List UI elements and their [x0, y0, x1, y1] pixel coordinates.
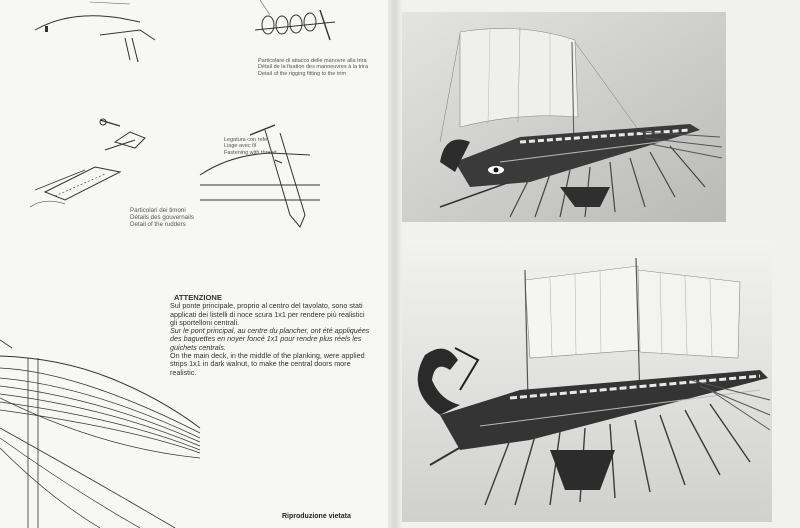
rigging-caption: [258, 58, 368, 77]
attention-italian: Sul ponte principale, proprio al centro del tavolato, sono stati applicati dei listelli di noce scura 1x1 per rendere più realistici gli sportelloni centrali.: [170, 301, 365, 327]
rigging-caption-fr: Détail de la fixation des manoeuvres à la trira: [258, 64, 369, 71]
rigging-caption-it: Particolare di attacco delle manovre alla trira: [258, 58, 367, 64]
ship-model-top-image: [400, 12, 726, 222]
rigging-caption-en: Detail of the rigging fitting to the trim: [258, 70, 347, 77]
hull-lines-drawing: [0, 338, 240, 528]
fitting-sketch: [30, 0, 190, 70]
ship-photo-top: [400, 12, 726, 222]
lashing-caption-it: Legatura con refe: [224, 137, 268, 143]
rigging-blocks-sketch: [240, 0, 350, 55]
attention-french: Sur le pont principal, au centre du plancher, ont été appliquées des baguettes en noyer foncé 1x1 pour rendre plus réels les guichets centrals.: [170, 326, 370, 352]
right-page: [392, 0, 800, 528]
lashing-caption: [224, 137, 277, 156]
attention-english: On the main deck, in the middle of the planking, were applied strips 1x1 in dark walnut, to make the central doors more realistic.: [170, 351, 365, 377]
rudder-sketch-left: [25, 112, 175, 222]
rudders-caption-fr: Détails des gouvernails: [130, 214, 194, 222]
rudders-caption-it: Particolari dei timoni: [130, 207, 186, 214]
footer-copyright: Riproduzione vietata: [282, 513, 351, 520]
attention-title: ATTENZIONE: [174, 293, 222, 302]
ship-photo-bottom: [400, 240, 772, 522]
lashing-caption-fr: Liage avec fil: [224, 143, 257, 150]
rudder-sketch-right: [190, 115, 340, 235]
lashing-caption-en: Fastening with thread: [224, 149, 277, 156]
ship-model-bottom-image: [400, 240, 772, 522]
rudders-caption: [130, 207, 194, 229]
page-fold: [388, 0, 402, 528]
rudders-caption-en: Detail of the rudders: [130, 221, 186, 229]
